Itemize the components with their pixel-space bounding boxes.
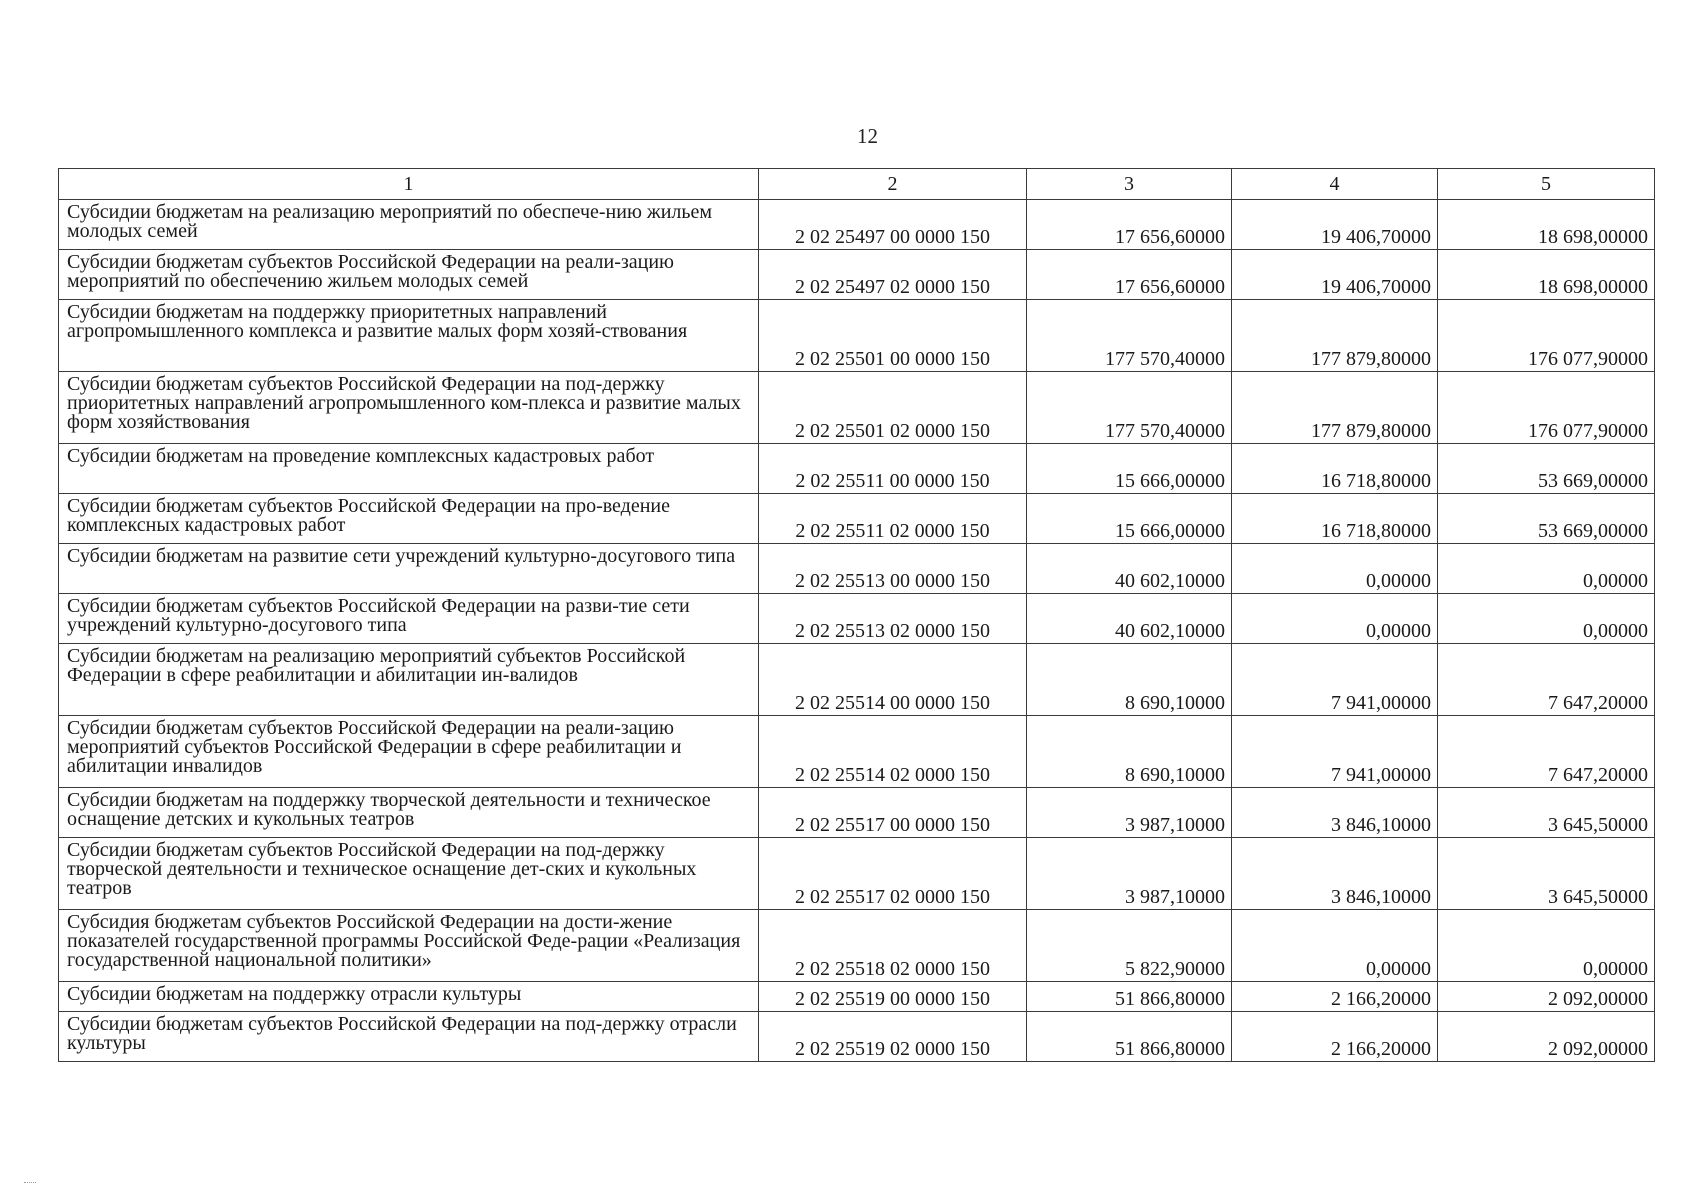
row-value-col3-cell: 5 822,90000	[1027, 910, 1232, 982]
table-row	[59, 644, 1655, 716]
row-value-col4-cell: 0,00000	[1232, 594, 1438, 644]
row-value-col4-cell: 0,00000	[1232, 910, 1438, 982]
table-row	[59, 300, 1655, 372]
row-value-col3-cell: 51 866,80000	[1027, 982, 1232, 1012]
table-row	[59, 544, 1655, 594]
row-value-col5-cell: 0,00000	[1438, 594, 1655, 644]
row-code-cell: 2 02 25513 00 0000 150	[759, 544, 1027, 594]
column-header-1: 1	[59, 169, 759, 200]
table-row	[59, 716, 1655, 788]
table-row	[59, 910, 1655, 982]
column-header-2: 2	[759, 169, 1027, 200]
row-value-col4-cell: 16 718,80000	[1232, 444, 1438, 494]
table-body	[59, 169, 1655, 1062]
row-value-col5-cell: 18 698,00000	[1438, 200, 1655, 250]
table-row	[59, 788, 1655, 838]
budget-table	[58, 168, 1655, 1062]
row-value-col5-cell: 0,00000	[1438, 910, 1655, 982]
row-value-col5-cell: 176 077,90000	[1438, 372, 1655, 444]
row-value-col5-cell: 3 645,50000	[1438, 838, 1655, 910]
row-code-cell: 2 02 25501 00 0000 150	[759, 300, 1027, 372]
row-value-col3-cell: 15 666,00000	[1027, 494, 1232, 544]
row-name-cell: Субсидии бюджетам субъектов Российской Федерации на под-держку отрасли культуры	[59, 1012, 759, 1062]
row-name-cell: Субсидии бюджетам на поддержку творческой деятельности и техническое оснащение детских и кукольных театров	[59, 788, 759, 838]
row-value-col3-cell: 8 690,10000	[1027, 716, 1232, 788]
column-header-3: 3	[1027, 169, 1232, 200]
row-value-col5-cell: 7 647,20000	[1438, 716, 1655, 788]
row-name-cell: Субсидия бюджетам субъектов Российской Федерации на дости-жение показателей государственной программы Российской Феде-рации «Реализация государственной национальной политики»	[59, 910, 759, 982]
row-value-col3-cell: 177 570,40000	[1027, 372, 1232, 444]
row-name-cell: Субсидии бюджетам субъектов Российской Федерации на реали-зацию мероприятий по обеспечению жильем молодых семей	[59, 250, 759, 300]
row-name-cell: Субсидии бюджетам субъектов Российской Федерации на про-ведение комплексных кадастровых работ	[59, 494, 759, 544]
row-name-cell: Субсидии бюджетам на реализацию мероприятий по обеспече-нию жильем молодых семей	[59, 200, 759, 250]
row-name-cell: Субсидии бюджетам на поддержку приоритетных направлений агропромышленного комплекса и развитие малых форм хозяй-ствования	[59, 300, 759, 372]
row-value-col3-cell: 40 602,10000	[1027, 544, 1232, 594]
row-value-col4-cell: 177 879,80000	[1232, 372, 1438, 444]
row-value-col4-cell: 7 941,00000	[1232, 644, 1438, 716]
row-code-cell: 2 02 25501 02 0000 150	[759, 372, 1027, 444]
row-value-col3-cell: 17 656,60000	[1027, 250, 1232, 300]
column-header-5: 5	[1438, 169, 1655, 200]
row-code-cell: 2 02 25519 00 0000 150	[759, 982, 1027, 1012]
row-code-cell: 2 02 25511 02 0000 150	[759, 494, 1027, 544]
row-value-col3-cell: 17 656,60000	[1027, 200, 1232, 250]
table-header-row	[59, 169, 1655, 200]
row-value-col3-cell: 15 666,00000	[1027, 444, 1232, 494]
row-value-col4-cell: 19 406,70000	[1232, 200, 1438, 250]
row-value-col3-cell: 40 602,10000	[1027, 594, 1232, 644]
table-row	[59, 594, 1655, 644]
table-row	[59, 1012, 1655, 1062]
row-name-cell: Субсидии бюджетам на реализацию мероприятий субъектов Российской Федерации в сфере реабилитации и абилитации ин-валидов	[59, 644, 759, 716]
row-value-col5-cell: 7 647,20000	[1438, 644, 1655, 716]
row-value-col5-cell: 53 669,00000	[1438, 444, 1655, 494]
row-value-col4-cell: 0,00000	[1232, 544, 1438, 594]
row-code-cell: 2 02 25511 00 0000 150	[759, 444, 1027, 494]
row-value-col4-cell: 177 879,80000	[1232, 300, 1438, 372]
row-value-col5-cell: 2 092,00000	[1438, 982, 1655, 1012]
row-value-col4-cell: 7 941,00000	[1232, 716, 1438, 788]
row-value-col5-cell: 0,00000	[1438, 544, 1655, 594]
row-name-cell: Субсидии бюджетам субъектов Российской Федерации на под-держку творческой деятельности и техническое оснащение дет-ских и кукольных театров	[59, 838, 759, 910]
row-value-col5-cell: 2 092,00000	[1438, 1012, 1655, 1062]
scan-mark	[24, 1182, 36, 1185]
row-value-col4-cell: 2 166,20000	[1232, 1012, 1438, 1062]
row-value-col4-cell: 2 166,20000	[1232, 982, 1438, 1012]
column-header-4: 4	[1232, 169, 1438, 200]
row-name-cell: Субсидии бюджетам на проведение комплексных кадастровых работ	[59, 444, 759, 494]
table-row	[59, 250, 1655, 300]
table-row	[59, 200, 1655, 250]
page-number: 12	[857, 124, 878, 148]
row-value-col5-cell: 53 669,00000	[1438, 494, 1655, 544]
row-value-col3-cell: 3 987,10000	[1027, 788, 1232, 838]
row-code-cell: 2 02 25517 02 0000 150	[759, 838, 1027, 910]
row-name-cell: Субсидии бюджетам на поддержку отрасли культуры	[59, 982, 759, 1012]
row-code-cell: 2 02 25497 00 0000 150	[759, 200, 1027, 250]
row-value-col5-cell: 18 698,00000	[1438, 250, 1655, 300]
table-row	[59, 982, 1655, 1012]
row-value-col3-cell: 3 987,10000	[1027, 838, 1232, 910]
row-name-cell: Субсидии бюджетам на развитие сети учреждений культурно-досугового типа	[59, 544, 759, 594]
row-value-col3-cell: 8 690,10000	[1027, 644, 1232, 716]
row-value-col5-cell: 176 077,90000	[1438, 300, 1655, 372]
row-value-col4-cell: 3 846,10000	[1232, 838, 1438, 910]
row-code-cell: 2 02 25518 02 0000 150	[759, 910, 1027, 982]
table-row	[59, 444, 1655, 494]
row-code-cell: 2 02 25497 02 0000 150	[759, 250, 1027, 300]
row-value-col4-cell: 3 846,10000	[1232, 788, 1438, 838]
row-value-col4-cell: 19 406,70000	[1232, 250, 1438, 300]
row-code-cell: 2 02 25519 02 0000 150	[759, 1012, 1027, 1062]
row-value-col3-cell: 51 866,80000	[1027, 1012, 1232, 1062]
row-name-cell: Субсидии бюджетам субъектов Российской Федерации на разви-тие сети учреждений культурно-досугового типа	[59, 594, 759, 644]
table-row	[59, 838, 1655, 910]
table-row	[59, 494, 1655, 544]
table-row	[59, 372, 1655, 444]
row-code-cell: 2 02 25514 02 0000 150	[759, 716, 1027, 788]
row-code-cell: 2 02 25517 00 0000 150	[759, 788, 1027, 838]
row-code-cell: 2 02 25513 02 0000 150	[759, 594, 1027, 644]
row-name-cell: Субсидии бюджетам субъектов Российской Федерации на реали-зацию мероприятий субъектов Российской Федерации в сфере реабилитации и абилитации инвалидов	[59, 716, 759, 788]
row-code-cell: 2 02 25514 00 0000 150	[759, 644, 1027, 716]
row-value-col4-cell: 16 718,80000	[1232, 494, 1438, 544]
row-value-col3-cell: 177 570,40000	[1027, 300, 1232, 372]
row-name-cell: Субсидии бюджетам субъектов Российской Федерации на под-держку приоритетных направлений агропромышленного ком-плекса и развитие малых форм хозяйствования	[59, 372, 759, 444]
row-value-col5-cell: 3 645,50000	[1438, 788, 1655, 838]
